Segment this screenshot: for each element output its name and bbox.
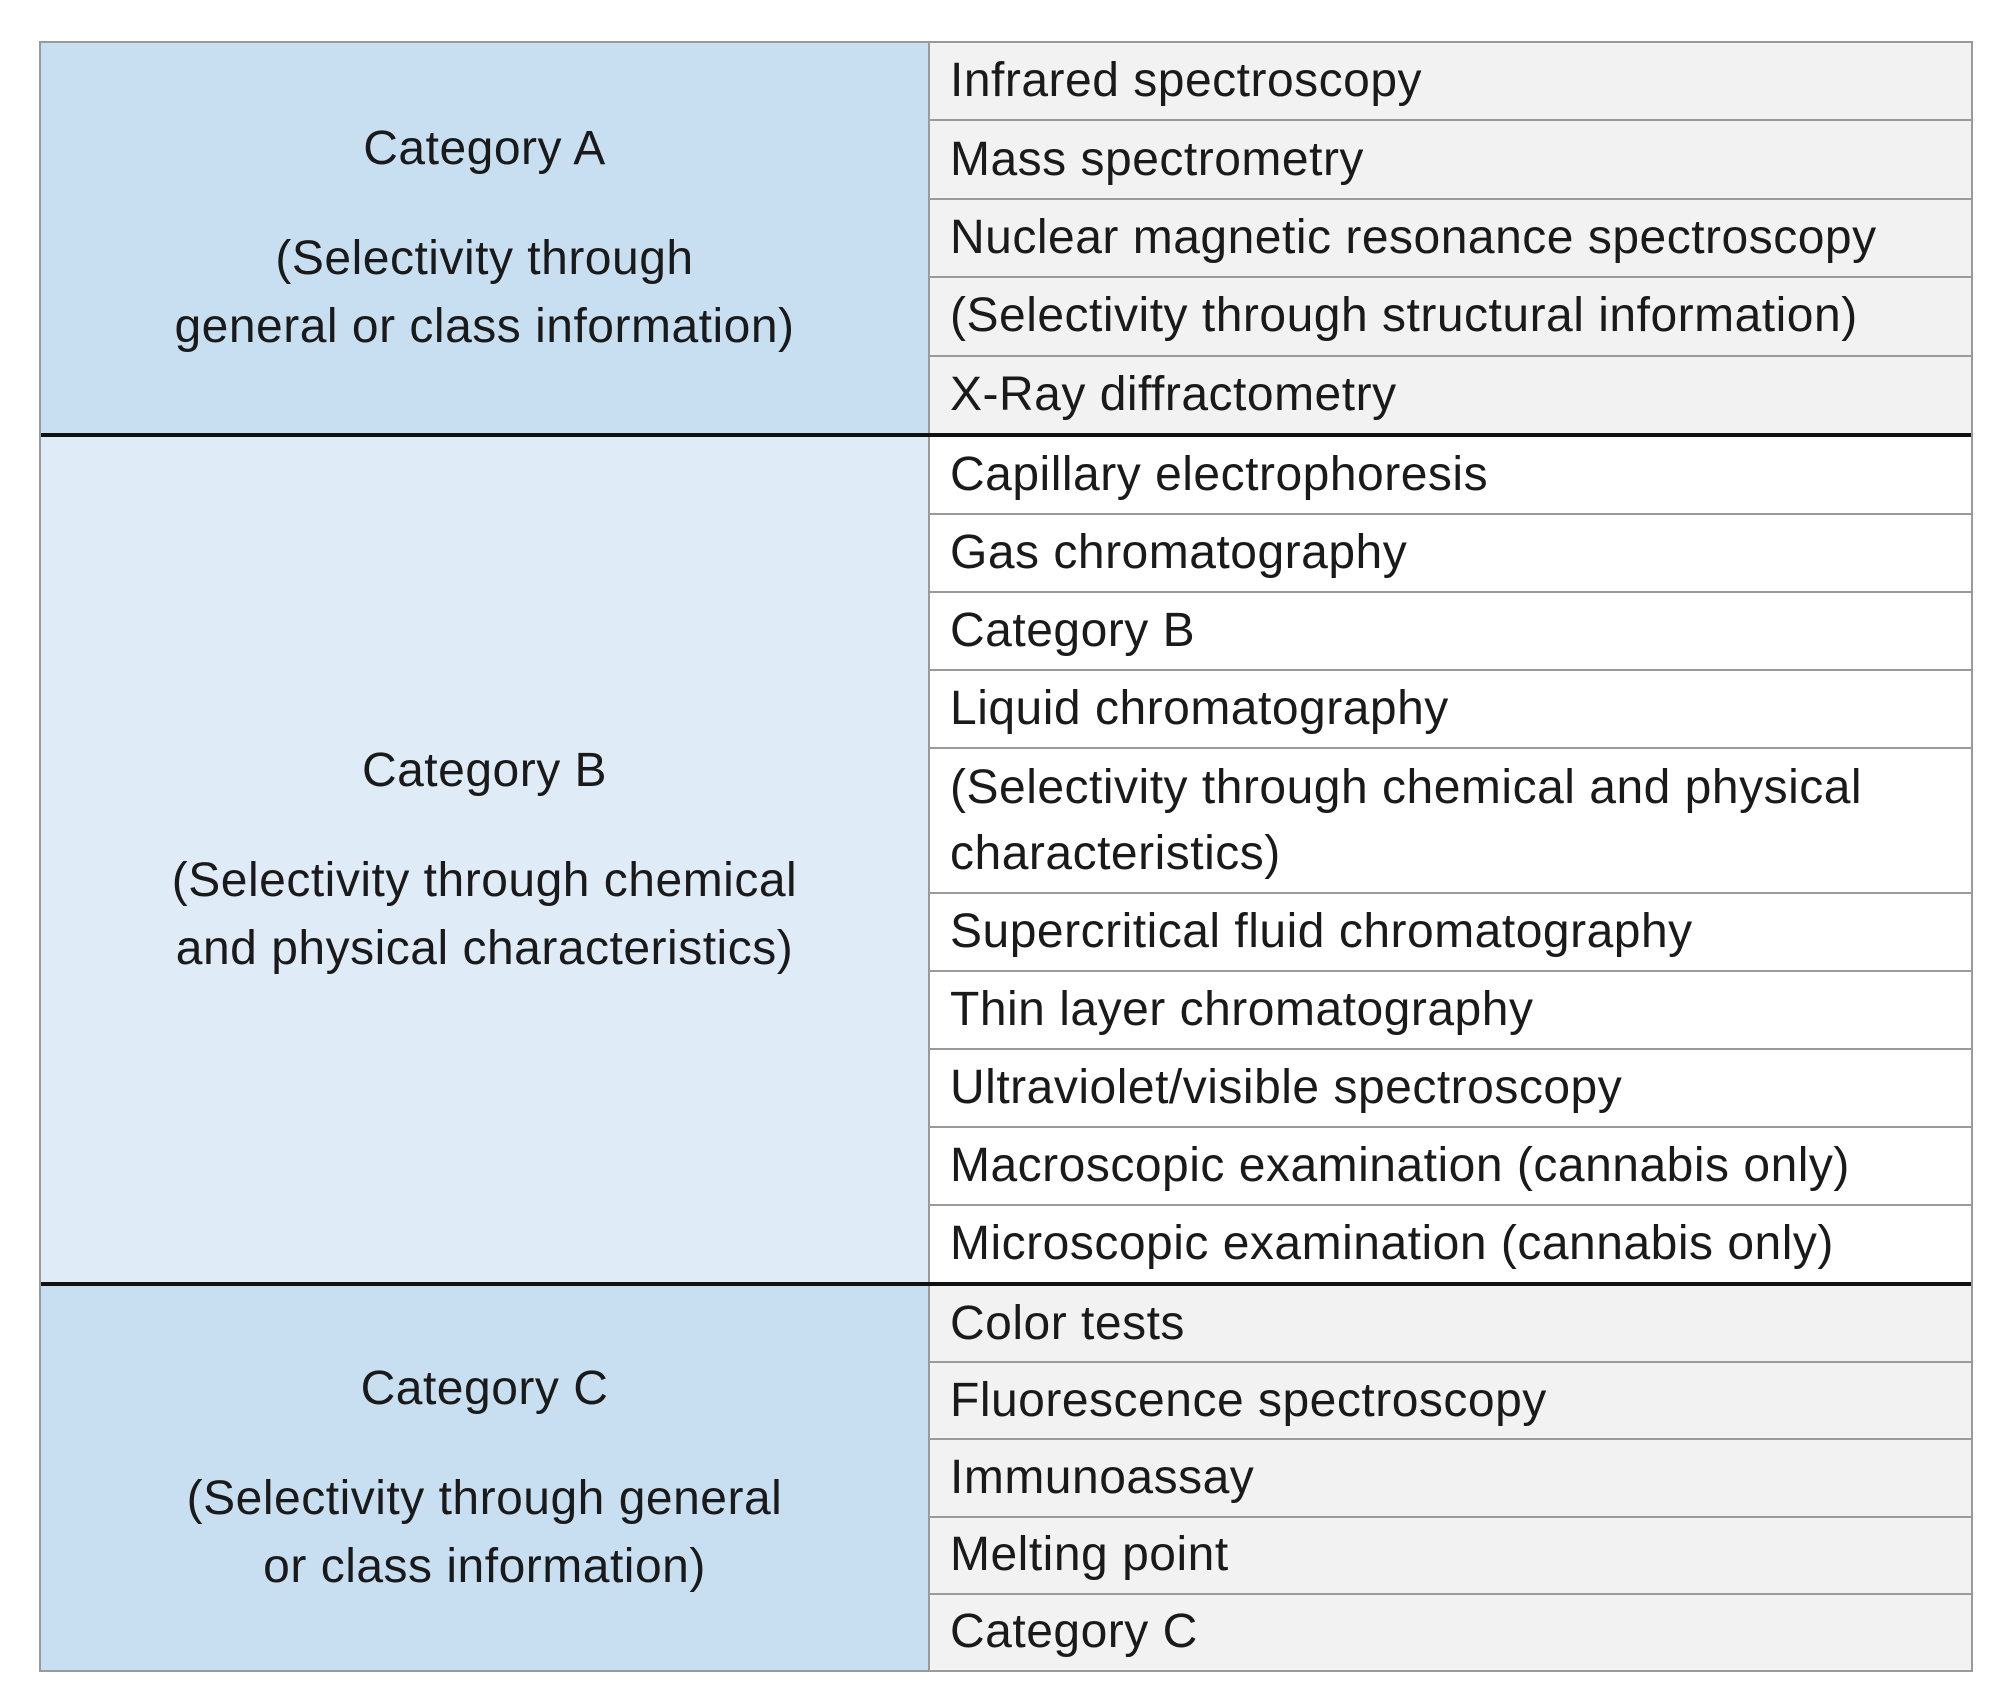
analytical-techniques-table <box>39 41 1973 1672</box>
technique-row <box>930 357 1971 433</box>
technique-row <box>930 1128 1971 1206</box>
category-c-items <box>930 1286 1971 1670</box>
technique-row <box>930 593 1971 671</box>
category-b-description: (Selectivity through chemical and physical characteristics) <box>171 853 798 975</box>
technique-label: Infrared spectroscopy <box>950 54 1423 108</box>
technique-row <box>930 749 1971 894</box>
technique-label: Melting point <box>950 1528 1229 1582</box>
category-a-items <box>930 43 1971 433</box>
technique-label: Category C <box>950 1605 1198 1659</box>
technique-row <box>930 515 1971 593</box>
technique-row <box>930 1050 1971 1128</box>
technique-label: Supercritical fluid chromatography <box>950 904 1693 958</box>
category-c-title: Category C <box>360 1362 609 1415</box>
technique-row <box>930 1363 1971 1440</box>
technique-row <box>930 894 1971 972</box>
category-b-section <box>41 433 1971 1282</box>
technique-label: Liquid chromatography <box>950 682 1449 736</box>
technique-row <box>930 1440 1971 1517</box>
technique-row <box>930 671 1971 749</box>
category-b-items <box>930 437 1971 1282</box>
category-b-title: Category B <box>361 743 608 797</box>
technique-label: Category B <box>950 604 1196 658</box>
category-a-cell <box>41 43 930 433</box>
category-a-description: (Selectivity through general or class information) <box>174 232 795 353</box>
technique-label: (Selectivity through structural information) <box>950 289 1858 343</box>
technique-label: Macroscopic examination (cannabis only) <box>950 1139 1850 1193</box>
technique-label: Mass spectrometry <box>950 132 1364 186</box>
category-a-section <box>41 43 1971 433</box>
technique-row <box>930 121 1971 199</box>
technique-label: Microscopic examination (cannabis only) <box>950 1217 1834 1271</box>
technique-row <box>930 1286 1971 1363</box>
technique-label: Color tests <box>950 1296 1185 1350</box>
technique-label: Thin layer chromatography <box>950 982 1534 1036</box>
technique-label: Gas chromatography <box>950 526 1408 580</box>
technique-row <box>930 200 1971 278</box>
category-a-title: Category A <box>363 122 606 175</box>
category-c-description: (Selectivity through general or class information) <box>186 1472 783 1593</box>
category-c-section <box>41 1282 1971 1670</box>
technique-label: Nuclear magnetic resonance spectroscopy <box>950 211 1877 265</box>
technique-label: Fluorescence spectroscopy <box>950 1373 1547 1427</box>
technique-label: (Selectivity through chemical and physical characteristics) <box>950 760 1863 880</box>
technique-row <box>930 972 1971 1050</box>
technique-row <box>930 1595 1971 1670</box>
technique-label: X-Ray diffractometry <box>950 367 1397 421</box>
technique-row <box>930 278 1971 356</box>
technique-label: Ultraviolet/visible spectroscopy <box>950 1061 1623 1114</box>
technique-row <box>930 43 1971 121</box>
category-c-cell <box>41 1286 930 1670</box>
technique-row <box>930 437 1971 515</box>
technique-row <box>930 1206 1971 1282</box>
technique-label: Immunoassay <box>950 1451 1255 1504</box>
technique-label: Capillary electrophoresis <box>950 448 1489 501</box>
technique-row <box>930 1518 1971 1595</box>
category-b-cell <box>41 437 930 1282</box>
